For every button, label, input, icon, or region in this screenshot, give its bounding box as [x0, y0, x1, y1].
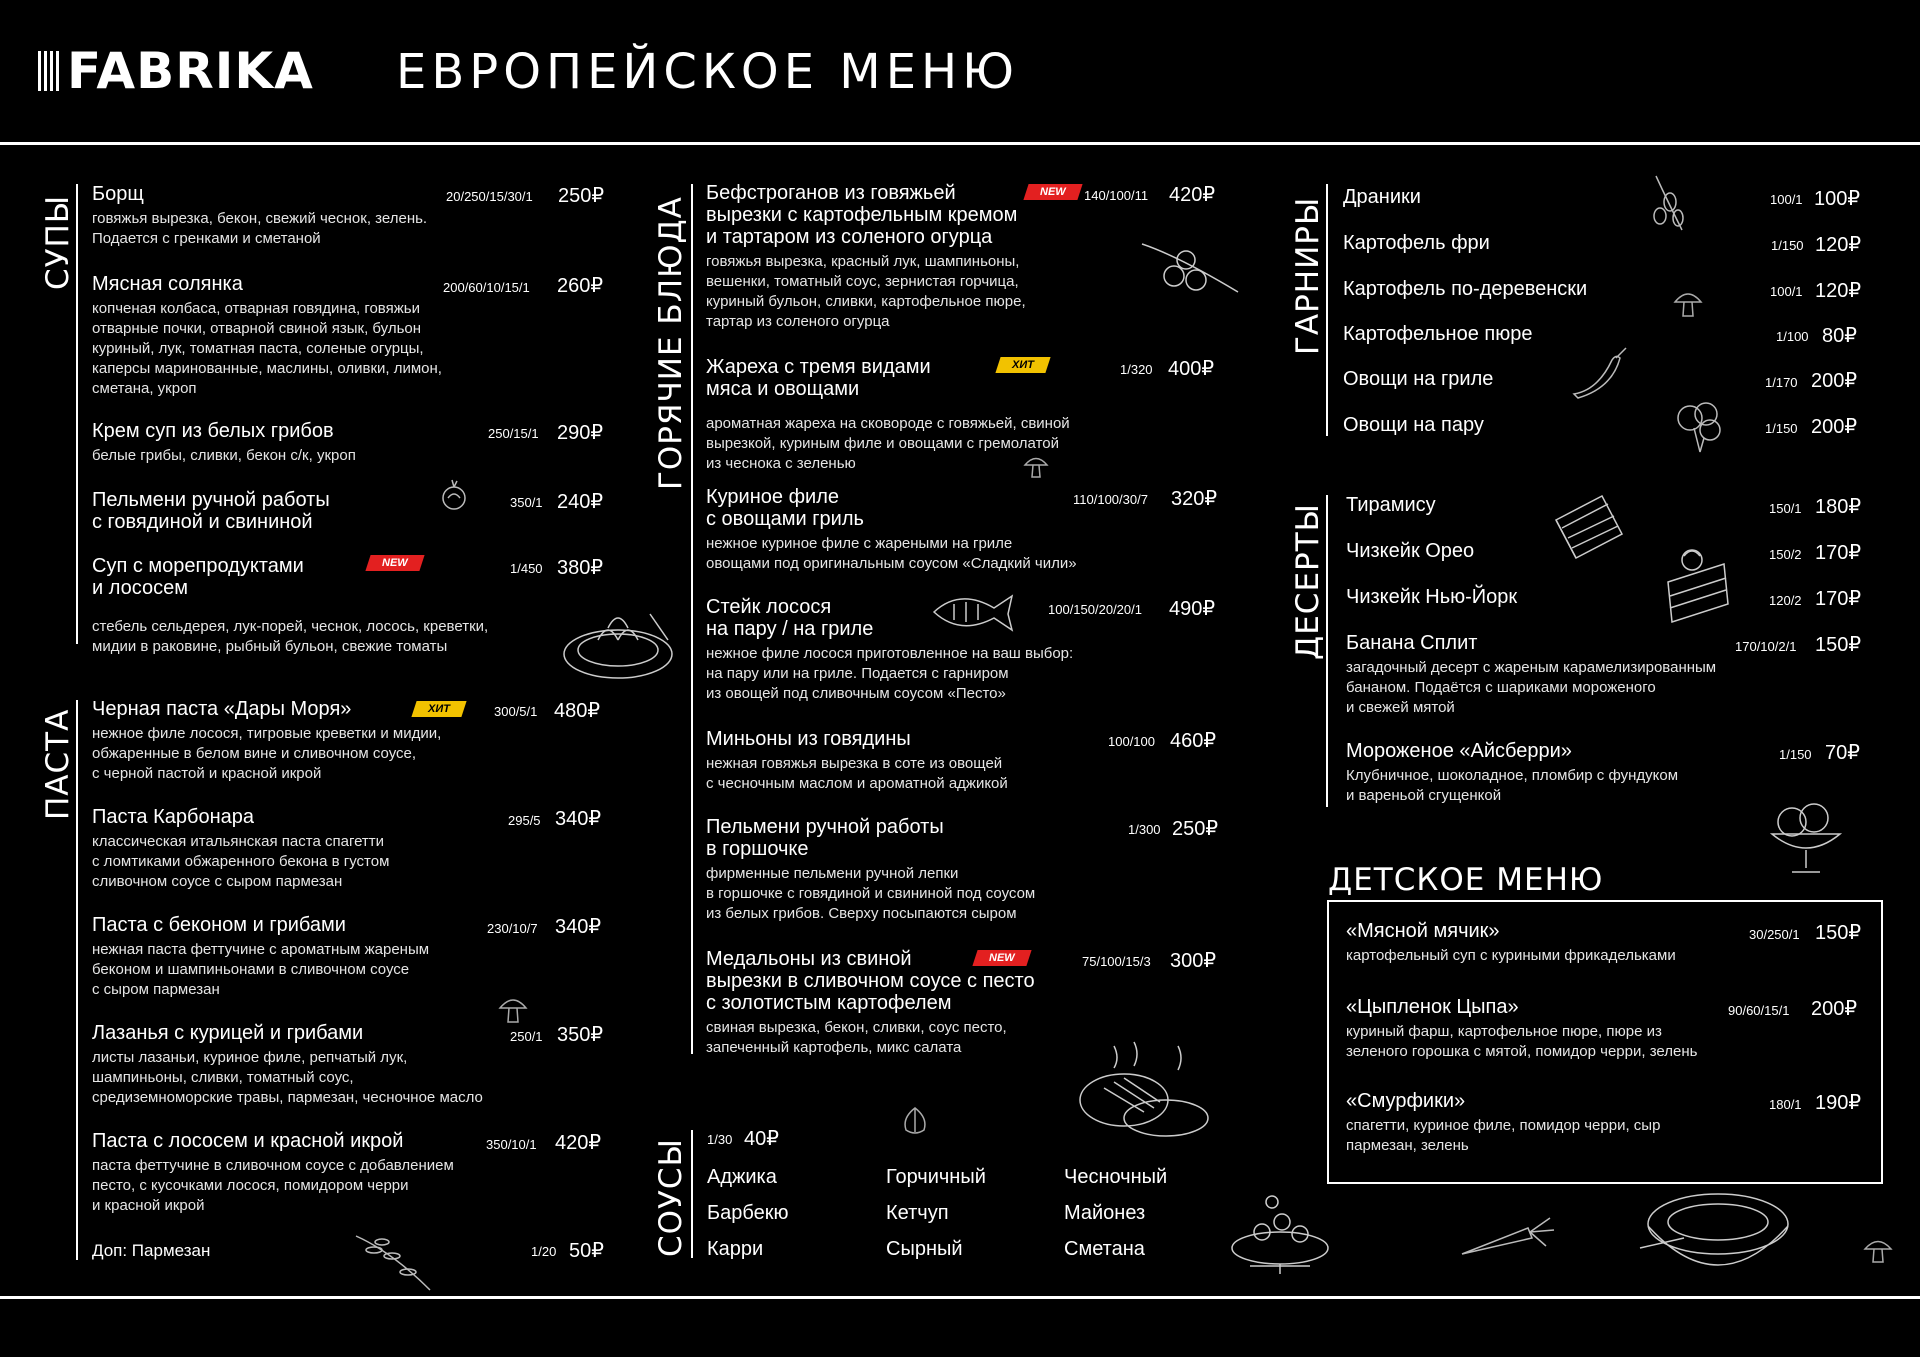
section-line-pasta: [76, 700, 78, 1260]
menu-item: [92, 806, 389, 892]
item-desc: спагетти, куриное филе, помидор черри, сыр пармезан, зелень: [1346, 1117, 1661, 1154]
item-price: 260₽: [557, 275, 604, 297]
item-price: 380₽: [557, 557, 604, 579]
item-name: Жареха с тремя видами мяса и овощами: [706, 356, 931, 400]
section-label-hot: ГОРЯЧИЕ БЛЮДА: [653, 196, 689, 490]
sauce-item: Майонез: [1064, 1202, 1146, 1224]
section-line-desserts: [1326, 495, 1328, 807]
mushroom-icon: [1022, 452, 1050, 480]
item-desc: нежное филе лосося, тигровые креветки и мидии, обжаренные в белом вине и сливочном соусе, с черной пастой и красной икрой: [92, 725, 442, 782]
item-desc: стебель сельдерея, лук-порей, чеснок, лосось, креветки, мидии в раковине, рыбный бульон, свежие томаты: [92, 618, 489, 655]
item-weight: 1/150: [1779, 747, 1812, 762]
item-desc: говяжья вырезка, бекон, свежий чеснок, зелень. Подается с гренками и сметаной: [92, 210, 428, 247]
menu-item: [706, 182, 1026, 332]
item-price: 340₽: [555, 808, 602, 830]
menu-item: [92, 1240, 210, 1262]
item-desc: нежная говяжья вырезка в соте из овощей с чесночным маслом и ароматной аджикой: [706, 755, 1008, 792]
olive-branch-icon: [352, 1232, 436, 1294]
top-divider: [0, 142, 1920, 145]
new-badge: NEW: [365, 555, 424, 571]
item-desc: фирменные пельмени ручной лепки в горшочке с говядиной и свининой под соусом из белых грибов. Сверху посыпаются сыром: [706, 865, 1036, 922]
item-price: 350₽: [557, 1024, 604, 1046]
menu-item: [706, 816, 1035, 924]
logo-text: FABRIKA: [67, 42, 314, 100]
item-name: «Мясной мячик»: [1346, 920, 1500, 942]
menu-item: [1343, 232, 1490, 254]
item-weight: 250/15/1: [488, 426, 539, 441]
item-desc: классическая итальянская паста спагетти с ломтиками обжаренного бекона в густом сливочном соусе с сыром пармезан: [92, 833, 390, 890]
menu-item: [1346, 586, 1517, 608]
menu-item: [92, 698, 441, 784]
item-price: 120₽: [1815, 280, 1862, 302]
item-weight: 100/100: [1108, 734, 1155, 749]
item-weight: 170/10/2/1: [1735, 639, 1797, 654]
menu-item: [706, 486, 1077, 574]
item-name: Суп с морепродуктами и лососем: [92, 555, 304, 599]
item-desc: нежное филе лосося приготовленное на ваш выбор: на пару или на гриле. Подается с гарниром из овощей под сливочным соусом «Песто»: [706, 645, 1074, 702]
item-name: Овощи на пару: [1343, 414, 1484, 436]
item-price: 460₽: [1170, 730, 1217, 752]
item-name: Чизкейк Орео: [1346, 540, 1475, 562]
item-weight: 350/1: [510, 495, 543, 510]
item-name: Стейк лосося на пару / на гриле: [706, 596, 874, 640]
menu-item: [1346, 540, 1474, 562]
fork-icon: [38, 51, 59, 91]
item-price: 490₽: [1169, 598, 1216, 620]
sauce-item: Сметана: [1064, 1238, 1145, 1260]
hit-badge: ХИТ: [995, 357, 1050, 373]
section-line-sides: [1326, 184, 1328, 436]
item-name: Чизкейк Нью-Йорк: [1346, 586, 1518, 608]
item-name: «Смурфики»: [1346, 1090, 1466, 1112]
menu-item: [1343, 278, 1587, 300]
section-label-sauces: СОУСЫ: [653, 1138, 689, 1257]
page-title: ЕВРОПЕЙСКОЕ МЕНЮ: [396, 44, 1019, 100]
item-price: 170₽: [1815, 588, 1862, 610]
item-price: 200₽: [1811, 416, 1858, 438]
chili-icon: [1568, 344, 1630, 400]
item-weight: 100/1: [1770, 284, 1803, 299]
menu-item: [1346, 632, 1716, 718]
item-name: Мясная солянка: [92, 273, 243, 295]
item-weight: 200/60/10/15/1: [443, 280, 530, 295]
cake-slice-icon: [1664, 546, 1738, 628]
item-price: 190₽: [1815, 1092, 1862, 1114]
item-desc: свиная вырезка, бекон, сливки, соус песто, запеченный картофель, микс салата: [706, 1019, 1007, 1056]
item-weight: 100/1: [1770, 192, 1803, 207]
dumplings-plate-icon: [560, 600, 676, 682]
menu-item: [92, 183, 427, 249]
item-name: Борщ: [92, 183, 144, 205]
section-label-sides: ГАРНИРЫ: [1290, 196, 1326, 355]
item-name: Тирамису: [1346, 494, 1436, 516]
menu-item: [92, 489, 330, 533]
item-price: 300₽: [1170, 950, 1217, 972]
item-price: 100₽: [1814, 188, 1861, 210]
mushroom-icon: [1672, 286, 1704, 320]
item-weight: 1/150: [1771, 238, 1804, 253]
olives-icon: [1646, 172, 1692, 234]
item-weight: 350/10/1: [486, 1137, 537, 1152]
item-desc: паста феттучине в сливочном соусе с добавлением песто, с кусочками лосося, помидором черри и красной икрой: [92, 1157, 454, 1214]
item-price: 250₽: [558, 185, 605, 207]
sauce-item: Карри: [707, 1238, 764, 1260]
item-name: Черная паста «Дары Моря»: [92, 698, 352, 720]
item-desc: нежное куриное филе с жареными на гриле овощами под оригинальным соусом «Сладкий чили»: [706, 535, 1077, 572]
item-price: 120₽: [1815, 234, 1862, 256]
menu-item: [706, 356, 1070, 474]
item-name: Картофельное пюре: [1343, 323, 1533, 345]
item-price: 180₽: [1815, 496, 1862, 518]
item-price: 50₽: [569, 1240, 604, 1262]
item-desc: говяжья вырезка, красный лук, шампиньоны, вешенки, томатный соус, зернистая горчица, куриный бульон, сливки, картофельное пюре, тартар из соленого огурца: [706, 253, 1026, 330]
sauce-item: Барбекю: [707, 1202, 789, 1224]
item-name: Пельмени ручной работы с говядиной и свининой: [92, 489, 330, 533]
menu-item: [1346, 1090, 1660, 1156]
menu-item: [92, 1130, 454, 1216]
item-weight: 1/320: [1120, 362, 1153, 377]
item-price: 320₽: [1171, 488, 1218, 510]
item-desc: листы лазаньи, куриное филе, репчатый лук, шампиньоны, сливки, томатный соус, средиземноморские травы, пармезан, чесночное масло: [92, 1049, 483, 1106]
menu-item: [92, 555, 488, 657]
item-weight: 75/100/15/3: [1082, 954, 1151, 969]
sauce-item: Кетчуп: [886, 1202, 949, 1224]
item-weight: 110/100/30/7: [1073, 492, 1148, 507]
item-name: Драники: [1343, 186, 1421, 208]
item-weight: 250/1: [510, 1029, 543, 1044]
item-weight: 1/300: [1128, 822, 1161, 837]
menu-item: [92, 273, 442, 399]
item-weight: 150/1: [1769, 501, 1802, 516]
item-weight: 1/170: [1765, 375, 1798, 390]
item-weight: 100/150/20/20/1: [1048, 602, 1142, 617]
kids-menu-title: ДЕТСКОЕ МЕНЮ: [1328, 862, 1604, 898]
item-price: 200₽: [1811, 998, 1858, 1020]
menu-item: [1346, 740, 1678, 806]
section-line-sauces: [691, 1130, 693, 1258]
item-desc: Клубничное, шоколадное, пломбир с фундуком и вареньой сгущенкой: [1346, 767, 1679, 804]
broccoli-icon: [1670, 398, 1728, 456]
menu-item: [92, 420, 356, 466]
item-name: Паста с беконом и грибами: [92, 914, 346, 936]
menu-item: [1343, 186, 1421, 208]
menu-item: [92, 914, 429, 1000]
item-weight: 300/5/1: [494, 704, 538, 719]
menu-item: [92, 1022, 483, 1108]
item-price: 480₽: [554, 700, 601, 722]
garlic-icon: [900, 1104, 930, 1136]
item-name: Паста с лососем и красной икрой: [92, 1130, 404, 1152]
fish-icon: [930, 584, 1016, 638]
menu-item: [1343, 368, 1493, 390]
item-desc: нежная паста феттучине с ароматным жареным беконом и шампиньонами в сливочном соусе с сыром пармезан: [92, 941, 430, 998]
logo: [38, 42, 314, 100]
item-name: Бефстроганов из говяжьей вырезки с картофельным кремом и тартаром из соленого огурца: [706, 182, 1018, 248]
item-name: Овощи на гриле: [1343, 368, 1494, 390]
section-label-pasta: ПАСТА: [40, 708, 76, 820]
item-desc: куриный фарш, картофельное пюре, пюре из зеленого горошка с мятой, помидор черри, зелень: [1346, 1023, 1698, 1060]
item-price: 420₽: [555, 1132, 602, 1154]
cake-slice-icon: [1552, 490, 1628, 566]
bottom-divider: [0, 1296, 1920, 1299]
ice-cream-icon: [1766, 796, 1846, 878]
item-price: 170₽: [1815, 542, 1862, 564]
carrot-icon: [1458, 1210, 1558, 1266]
menu-item: [1346, 996, 1697, 1062]
item-weight: 30/250/1: [1749, 927, 1800, 942]
item-name: Медальоны из свиной вырезки в сливочном соусе с песто с золотистым картофелем: [706, 948, 1035, 1014]
sauce-weight: 1/30: [707, 1132, 733, 1147]
item-desc: копченая колбаса, отварная говядина, говяжьи отварные почки, отварной свиной язык, бульон куриный, лук, томатная паста, соленые огурцы, каперсы маринованные, маслины, оливки, лимон, сметана, укроп: [92, 300, 442, 397]
cherry-tomatoes-icon: [1138, 236, 1246, 298]
item-name: Лазанья с курицей и грибами: [92, 1022, 364, 1044]
section-label-soups: СУПЫ: [40, 194, 76, 290]
item-weight: 230/10/7: [487, 921, 538, 936]
item-weight: 140/100/11: [1084, 188, 1149, 203]
mushroom-icon: [1862, 1234, 1894, 1266]
item-name: Крем суп из белых грибов: [92, 420, 334, 442]
item-weight: 150/2: [1769, 547, 1802, 562]
item-weight: 90/60/15/1: [1728, 1003, 1790, 1018]
item-weight: 1/150: [1765, 421, 1798, 436]
item-weight: 180/1: [1769, 1097, 1802, 1112]
menu-item: [706, 728, 1008, 794]
sauce-item: Горчичный: [886, 1166, 986, 1188]
item-name: Мороженое «Айсберри»: [1346, 740, 1572, 762]
item-weight: 1/450: [510, 561, 543, 576]
steak-icon: [1074, 1038, 1214, 1142]
item-price: 340₽: [555, 916, 602, 938]
sauce-item: Сырный: [886, 1238, 963, 1260]
menu-item: [1346, 494, 1436, 516]
item-name: Картофель фри: [1343, 232, 1490, 254]
mushroom-icon: [496, 992, 530, 1026]
item-desc: загадочный десерт с жареным карамелизированным бананом. Подаётся с шариками мороженого и свежей мятой: [1346, 659, 1717, 716]
item-desc: картофельный суп с куриными фрикадельками: [1346, 947, 1676, 964]
item-weight: 20/250/15/30/1: [446, 189, 533, 204]
sauce-item: Аджика: [707, 1166, 777, 1188]
menu-item: [1346, 920, 1676, 966]
item-desc: белые грибы, сливки, бекон с/к, укроп: [92, 447, 356, 464]
item-name: Банана Сплит: [1346, 632, 1478, 654]
sauce-item: Чесночный: [1064, 1166, 1168, 1188]
item-weight: 1/100: [1776, 329, 1809, 344]
item-name: Куриное филе с овощами гриль: [706, 486, 864, 530]
sauce-price: 40₽: [744, 1128, 779, 1150]
item-name: Миньоны из говядины: [706, 728, 911, 750]
item-weight: 1/20: [531, 1244, 557, 1259]
item-weight: 295/5: [508, 813, 541, 828]
item-price: 250₽: [1172, 818, 1219, 840]
new-badge: NEW: [972, 950, 1031, 966]
new-badge: NEW: [1023, 184, 1082, 200]
section-line-soups: [76, 184, 78, 644]
item-price: 70₽: [1825, 742, 1860, 764]
item-name: «Цыпленок Цыпа»: [1346, 996, 1519, 1018]
menu-item: [706, 596, 1073, 704]
item-name: Доп: Пармезан: [92, 1241, 211, 1260]
canapes-icon: [1226, 1182, 1334, 1280]
item-name: Пельмени ручной работы в горшочке: [706, 816, 944, 860]
item-price: 150₽: [1815, 922, 1862, 944]
item-price: 400₽: [1168, 358, 1215, 380]
item-name: Паста Карбонара: [92, 806, 255, 828]
item-price: 290₽: [557, 422, 604, 444]
item-desc: ароматная жареха на сковороде с говяжьей, свиной вырезкой, куриным филе и овощами с гремолатой из чеснока с зеленью: [706, 415, 1070, 472]
soup-bowl-icon: [1638, 1184, 1796, 1282]
onion-icon: [438, 478, 470, 512]
item-price: 80₽: [1822, 325, 1857, 347]
section-label-desserts: ДЕСЕРТЫ: [1290, 502, 1326, 660]
menu-item: [1343, 323, 1532, 345]
hit-badge: ХИТ: [411, 701, 466, 717]
item-weight: 120/2: [1769, 593, 1802, 608]
section-line-hot: [691, 184, 693, 1054]
item-price: 200₽: [1811, 370, 1858, 392]
menu-item: [1343, 414, 1484, 436]
item-name: Картофель по-деревенски: [1343, 278, 1588, 300]
item-price: 150₽: [1815, 634, 1862, 656]
item-price: 420₽: [1169, 184, 1216, 206]
item-price: 240₽: [557, 491, 604, 513]
